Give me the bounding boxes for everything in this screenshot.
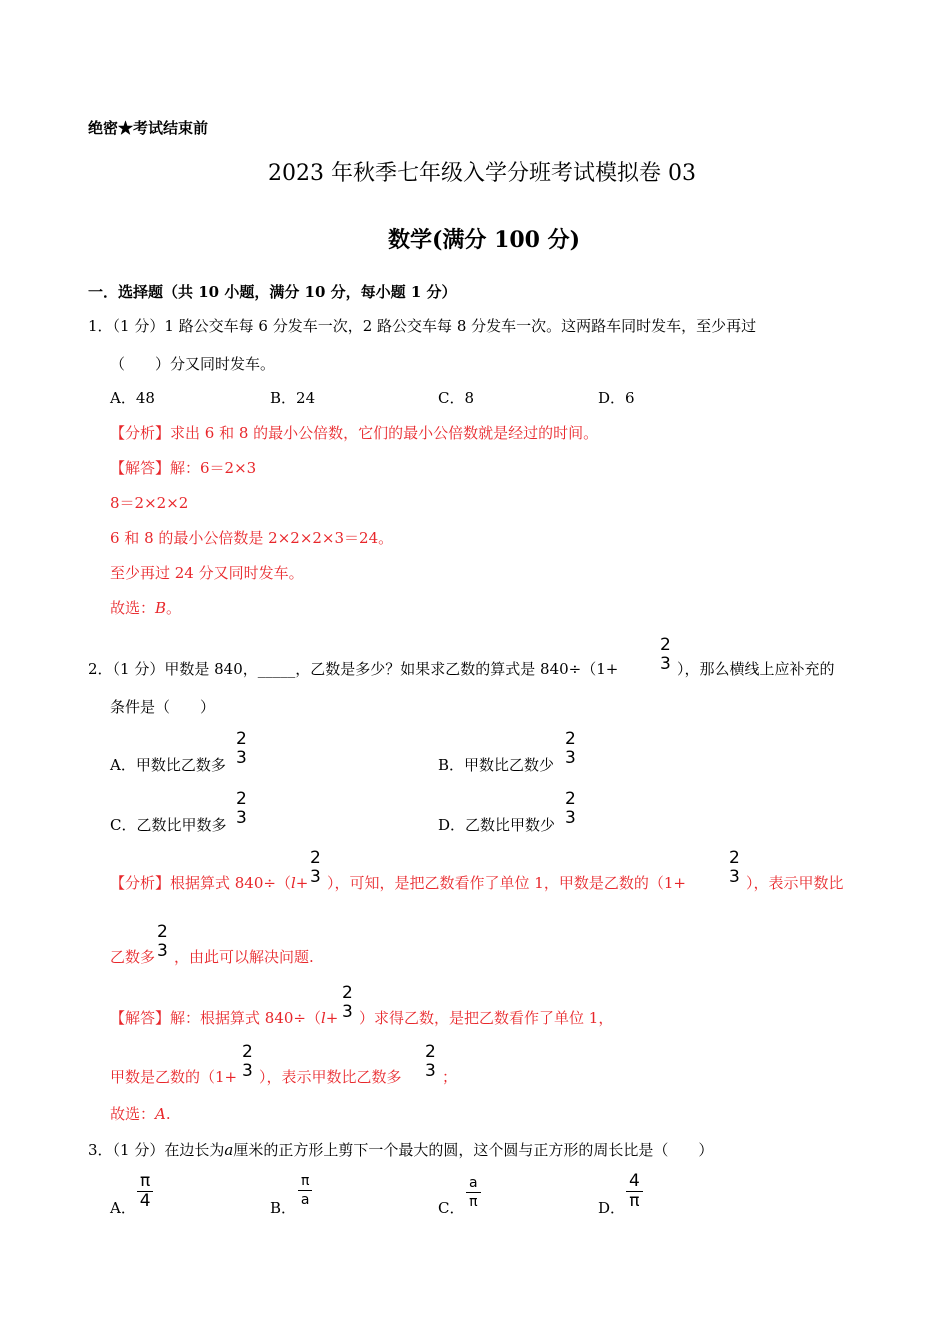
fraction-two-thirds: 2 3 xyxy=(565,789,576,828)
q1-option-c: C．8 xyxy=(438,389,475,407)
q2-analysis-line2: 乙数多 xyxy=(110,948,156,966)
q1-answer-line: 6 和 8 的最小公倍数是 2×2×2×3＝24。 xyxy=(110,529,394,547)
fraction-two-thirds: 2 3 xyxy=(565,729,576,768)
choice-label: 故选： xyxy=(110,599,156,617)
fraction-two-thirds: 2 3 xyxy=(660,635,671,674)
q2-answer-cont: ）求得乙数，是把乙数看作了单位 1， xyxy=(359,1009,614,1027)
q2-line2: 条件是（ ） xyxy=(110,698,216,716)
q3-option-d-fraction: $\frac{4}{\pi}$ xyxy=(626,1172,643,1211)
q1-option-b: B．24 xyxy=(270,389,316,407)
q2-answer-line2: 甲数是乙数的（1+ xyxy=(110,1068,238,1086)
q1-choice xyxy=(110,598,181,618)
fraction-two-thirds: 2 3 xyxy=(236,789,247,828)
q3-option-c-fraction: $\frac{a}{\pi}$ xyxy=(466,1174,481,1211)
fraction-two-thirds: 2 3 xyxy=(425,1042,436,1081)
q1-line2: （ ）分又同时发车。 xyxy=(110,355,276,373)
q1-answer-line: 至少再过 24 分又同时发车。 xyxy=(110,564,304,582)
choice-end: 。 xyxy=(166,599,182,617)
fraction-two-thirds: 2 3 xyxy=(729,848,740,887)
fraction-two-thirds: 2 3 xyxy=(310,848,321,887)
choice-letter: B xyxy=(155,599,167,617)
choice-letter: A xyxy=(155,1105,166,1123)
q2-option-c: C．乙数比甲数多 xyxy=(110,816,227,834)
fraction-two-thirds: 2 3 xyxy=(242,1042,253,1081)
q3-line: 3．（1 分）在边长为a厘米的正方形上剪下一个最大的圆，这个圆与正方形的周长比是（ ） xyxy=(88,1141,714,1159)
q2-analysis-cont: ），可知，是把乙数看作了单位 1，甲数是乙数的（1+ xyxy=(327,874,686,892)
fraction-two-thirds: 2 3 xyxy=(157,922,168,961)
q3-option-a-fraction: $\frac{\pi}{4}$ xyxy=(137,1172,153,1211)
q2-line1-a: 2．（1 分）甲数是 840，_____，乙数是多少？如果求乙数的算式是 840÷（1+ xyxy=(88,660,619,678)
fraction-two-thirds: 2 3 xyxy=(342,983,353,1022)
q2-option-b: B．甲数比乙数少 xyxy=(438,756,555,774)
q2-option-d: D．乙数比甲数少 xyxy=(438,816,556,834)
choice-label: 故选： xyxy=(110,1105,156,1123)
q2-answer-line2-cont: ），表示甲数比乙数多 xyxy=(259,1068,402,1086)
q3-option-b-label: B． xyxy=(270,1199,297,1217)
q3-option-d-label: D． xyxy=(598,1199,626,1217)
choice-end: . xyxy=(165,1105,171,1123)
q2-choice xyxy=(110,1104,171,1124)
q1-answer-line: 8＝2×2×2 xyxy=(110,494,189,512)
q2-analysis-line2-end: ，由此可以解决问题. xyxy=(174,948,314,966)
q3-option-c-label: C． xyxy=(438,1199,465,1217)
q1-option-a: A．48 xyxy=(110,389,155,407)
page-subtitle: 数学(满分 100 分) xyxy=(388,227,581,253)
q1-analysis: 【分析】求出 6 和 8 的最小公倍数，它们的最小公倍数就是经过的时间。 xyxy=(110,424,599,442)
q3-option-a-label: A． xyxy=(110,1199,136,1217)
q2-analysis-end: ），表示甲数比 xyxy=(746,874,844,892)
q1-option-d: D．6 xyxy=(598,389,635,407)
q2-option-a: A．甲数比乙数多 xyxy=(110,756,226,774)
fraction-two-thirds: 2 3 xyxy=(236,729,247,768)
q2-answer-line2-end: ； xyxy=(442,1068,458,1086)
q3-option-b-fraction: $\frac{\pi}{a}$ xyxy=(298,1172,312,1209)
secret-label: 绝密★考试结束前 xyxy=(88,119,209,137)
q2-line1-b: ），那么横线上应补充的 xyxy=(677,660,835,678)
page-title: 2023 年秋季七年级入学分班考试模拟卷 03 xyxy=(268,161,696,186)
q1-answer-line: 【解答】解：6＝2×3 xyxy=(110,459,257,477)
section-heading: 一．选择题（共 10 小题，满分 10 分，每小题 1 分） xyxy=(88,283,457,301)
q1-line1: 1．（1 分）1 路公交车每 6 分发车一次，2 路公交车每 8 分发车一次。这两路车同时发车，至少再过 xyxy=(88,317,757,335)
q2-answer: 【解答】解：根据算式 840÷（l+ xyxy=(110,1009,339,1027)
q2-analysis: 【分析】根据算式 840÷（l+ xyxy=(110,874,309,892)
